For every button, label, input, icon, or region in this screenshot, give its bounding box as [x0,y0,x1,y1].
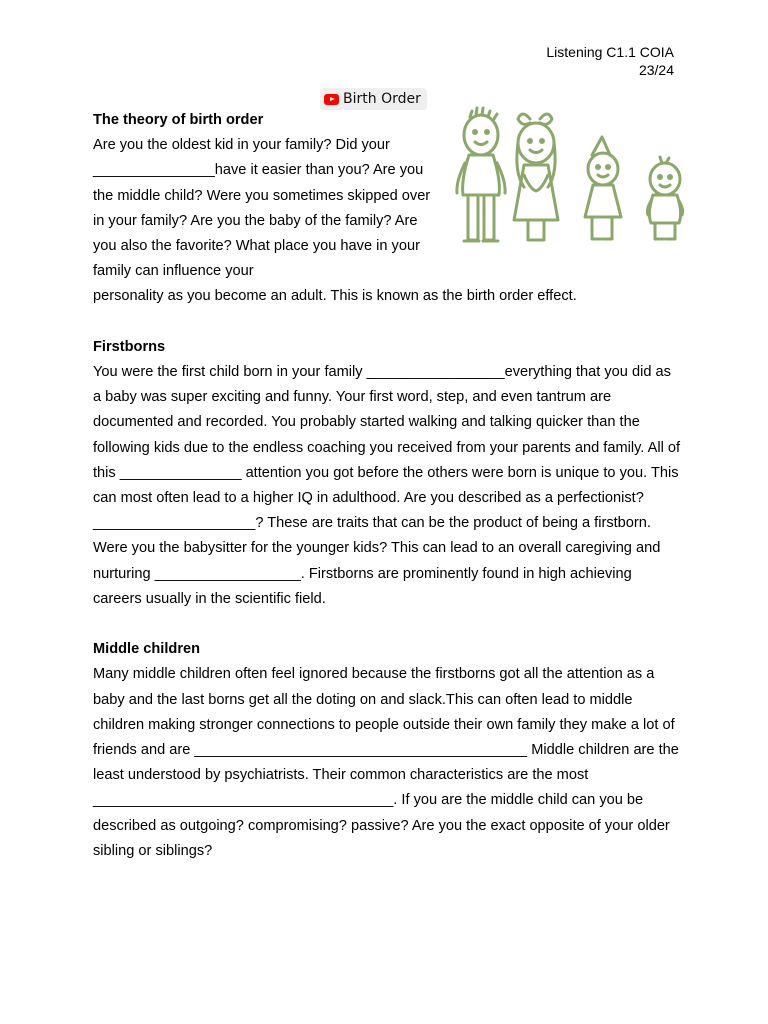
course-label: Listening C1.1 COIA [546,44,674,60]
paragraph-firstborns: You were the first child born in your family _________________everything that you did as a baby was super exciting and funny. Your first word, step, and even tantrum are documented and recorded. You probably started walking and talking quicker than the following kids due to the endless coaching you received from your parents and family. All of this _______________ attention you got before the others were born is unique to you. This can most often lead to a higher IQ in adulthood. Are you described as a perfectionist? ____________________? These are traits that can be the product of being a firstborn. Were you the babysitter for the younger kids? This can lead to an overall caregiving and nurturing __________________. Firstborns are prominently found in high achieving careers usually in the scientific field. [93,364,681,607]
paragraph-middle-children: Many middle children often feel ignored because the firstborns got all the attention as a baby and the last borns get all the doting on and slack.This can often lead to middle children making stronger connections to people outside their own family they make a lot of friends and are _________________________________________ Middle children are the least understood by psychiatrists. Their common characteristics are the most _____________________________________. If you are the middle child can you be described as outgoing? compromising? passive? Are you the exact opposite of your older sibling or siblings? [93,666,679,859]
section-heading-firstborns: Firstborns [93,338,166,355]
birth-order-video-link[interactable] [320,88,427,110]
school-year-label: 23/24 [638,62,674,78]
section-heading-theory: The theory of birth order [93,112,264,128]
section-heading-middle-children: Middle children [93,641,201,658]
paragraph-theory-part2: personality as you become an adult. This is known as the birth order effect. [93,288,577,305]
video-link-label: Birth Order [343,91,421,107]
youtube-play-icon [324,94,339,105]
page-header [546,43,674,79]
paragraph-theory-part1: Are you the oldest kid in your family? Did your _______________have it easier than you? Are you the middle child? Were you sometimes skipped over in your family? Are you the baby of the family? Are you also the favorite? What place you have in your family can influence your [93,137,431,280]
worksheet-body [93,108,683,864]
